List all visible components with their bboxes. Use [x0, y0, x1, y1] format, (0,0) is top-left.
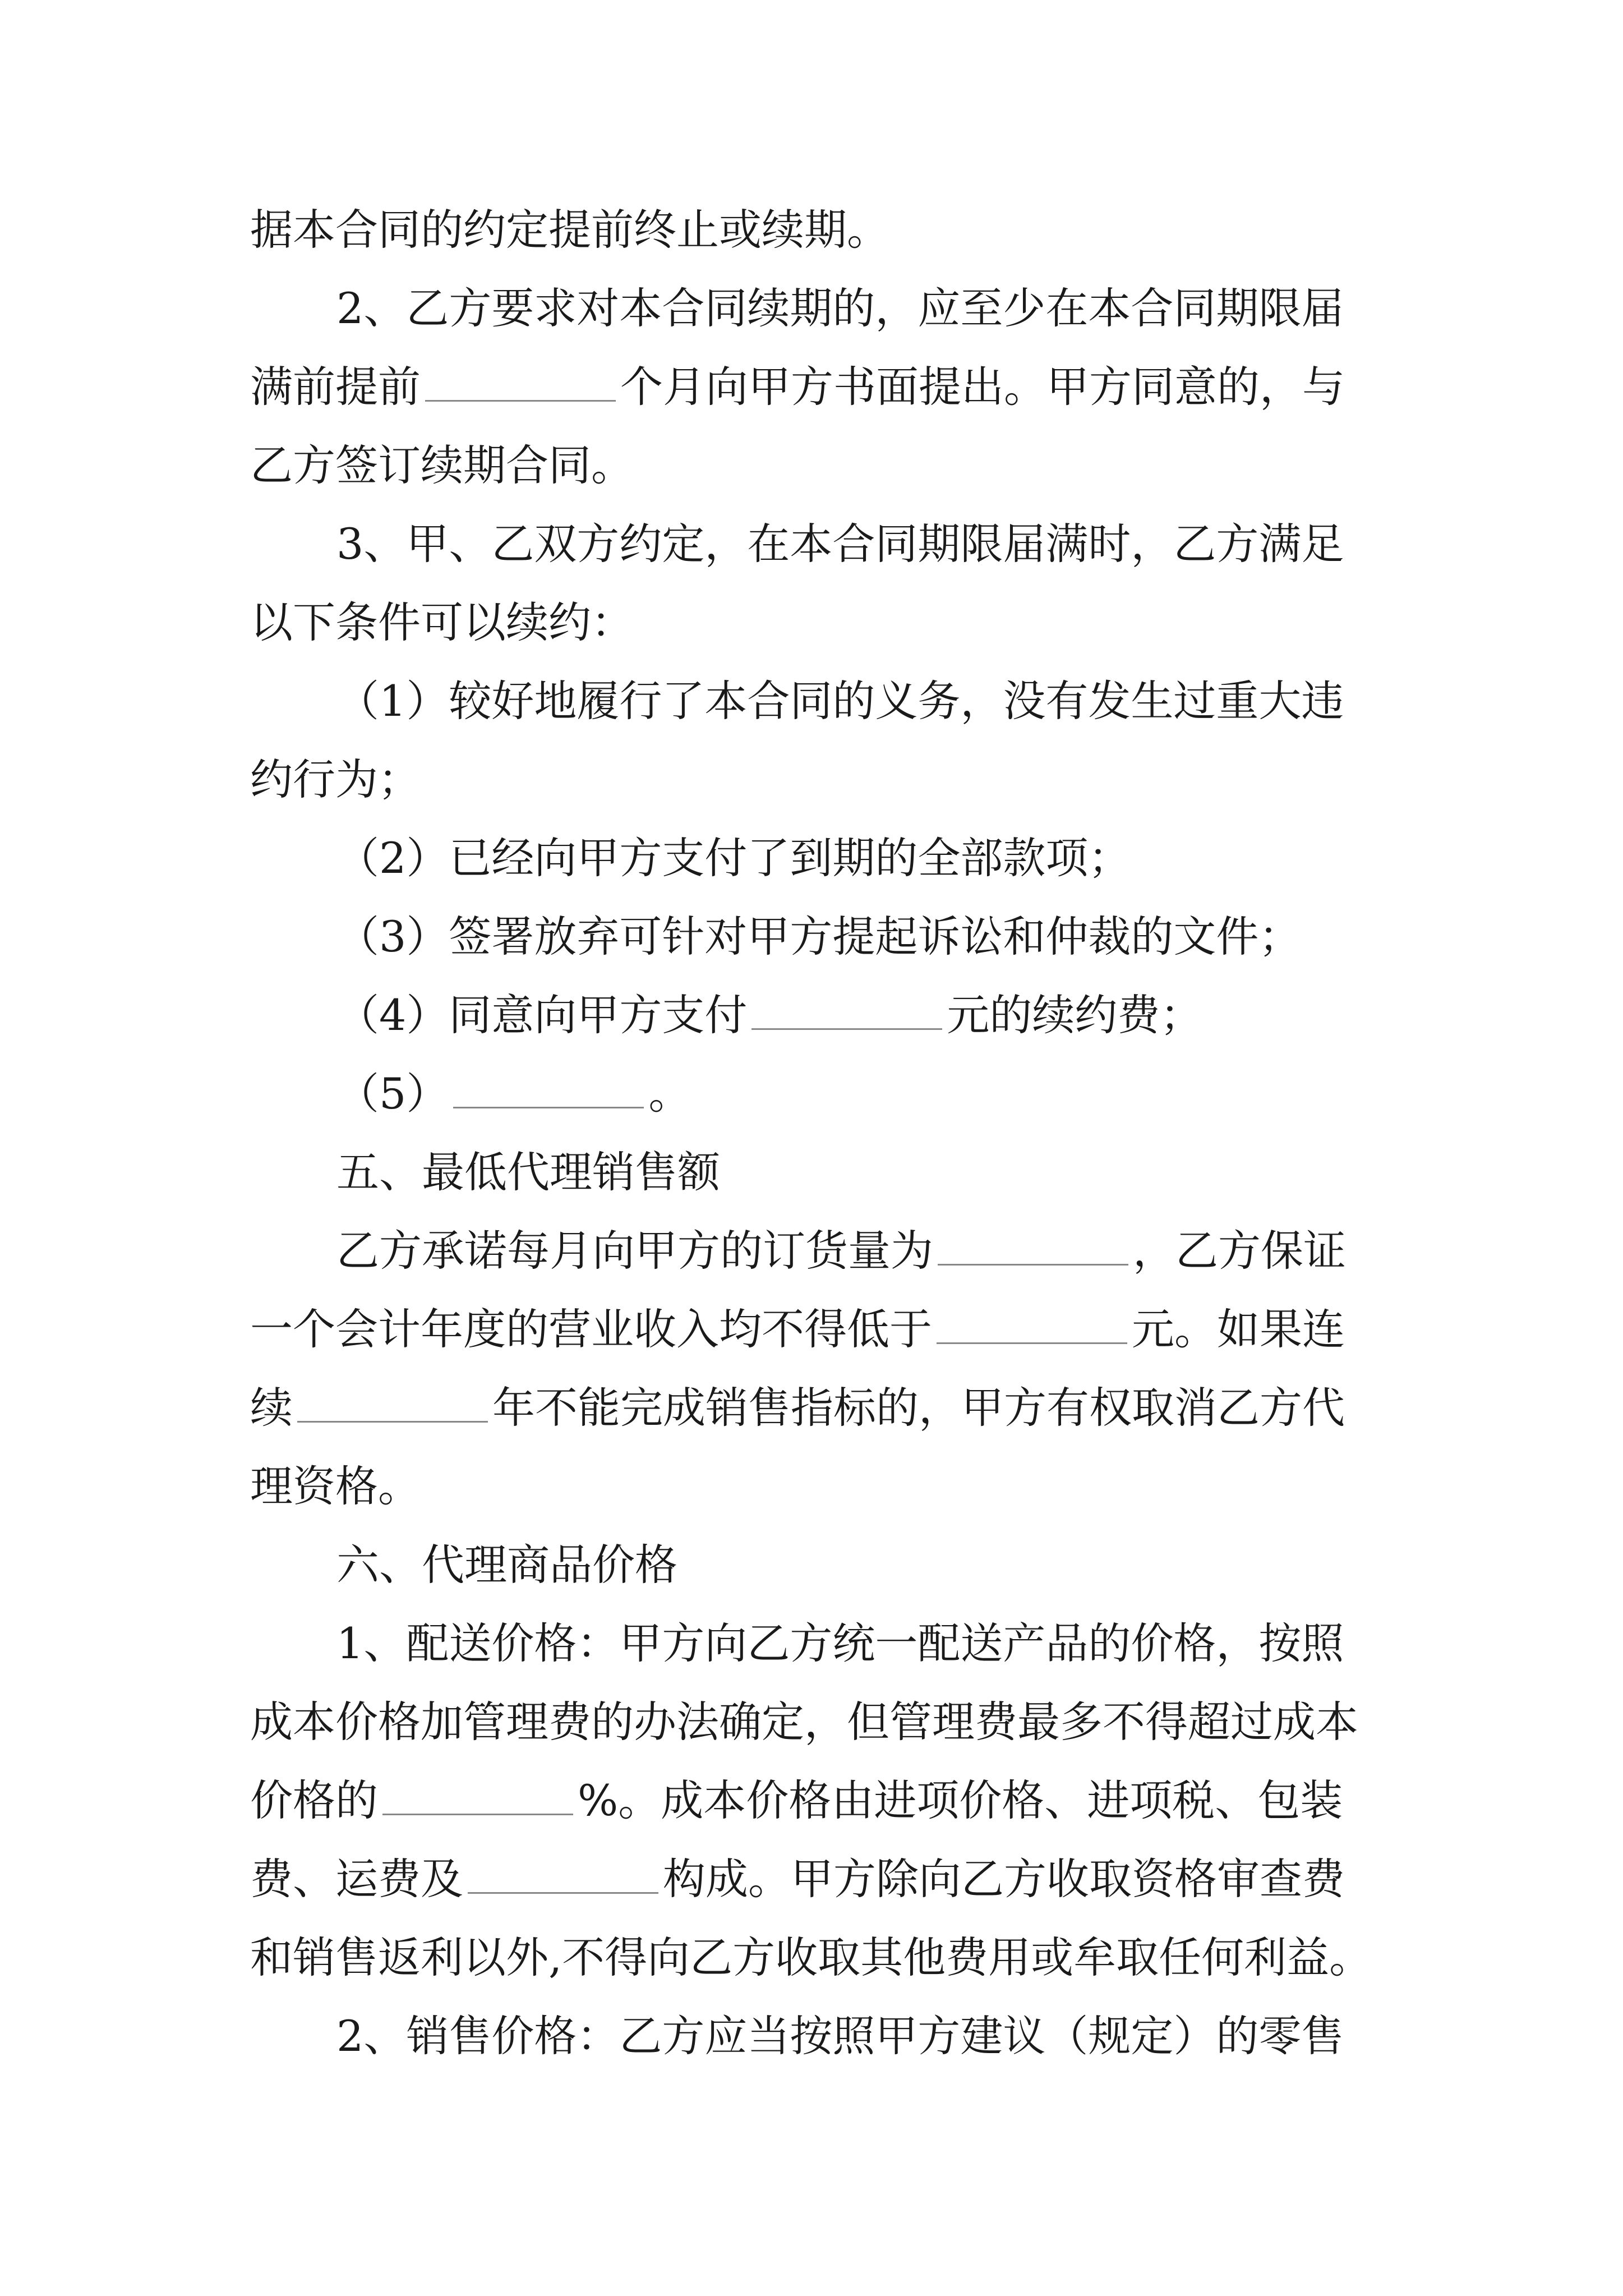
- text-line: [250, 1301, 1345, 1358]
- condition-4: [336, 987, 1202, 1043]
- fill-blank: [382, 1777, 573, 1815]
- clause-2: [336, 280, 1344, 337]
- line-text: 构成。甲方除向乙方收取资格审查费: [663, 1854, 1345, 1904]
- line-text: 成本价格加管理费的办法确定，但管理费最多不得超过成本: [250, 1697, 1358, 1747]
- line-text: 一个会计年度的营业收入均不得低于: [250, 1304, 932, 1354]
- line-text: 费、运费及: [250, 1854, 463, 1904]
- line-text: （5）: [336, 1069, 449, 1119]
- line-text: （1）较好地履行了本合同的义务，没有发生过重大违: [336, 676, 1344, 726]
- clause-3: [336, 516, 1344, 572]
- line-text: 乙方承诺每月向甲方的订货量为: [336, 1226, 933, 1276]
- fill-blank: [453, 1070, 644, 1108]
- line-text: 乙方签订续期合同。: [250, 440, 634, 490]
- line-text: ，乙方保证: [1133, 1226, 1346, 1276]
- fill-blank: [751, 991, 942, 1030]
- text-line: [250, 1380, 1345, 1436]
- text-line: [250, 1930, 1372, 1986]
- line-text: 据本合同的约定提前终止或续期。: [250, 205, 889, 255]
- line-text: 1、配送价格：甲方向乙方统一配送产品的价格，按照: [336, 1618, 1344, 1668]
- clause-1-price: [336, 1616, 1344, 1672]
- section-heading-5: [336, 1144, 720, 1200]
- text-line: [336, 1223, 1346, 1279]
- line-text: 满前提前: [250, 362, 421, 412]
- line-text: 和销售返利以外,不得向乙方收取其他费用或牟取任何利益。: [250, 1932, 1372, 1982]
- line-text: （2）已经向甲方支付了到期的全部款项；: [336, 833, 1131, 883]
- condition-3: [336, 909, 1301, 965]
- line-text: 约行为；: [250, 754, 421, 804]
- fill-blank: [425, 363, 616, 402]
- line-text: 六、代理商品价格: [336, 1540, 677, 1590]
- line-text: 续: [250, 1383, 293, 1433]
- clause-2-price: [336, 2008, 1344, 2064]
- fill-blank: [297, 1384, 488, 1423]
- line-text: 2、乙方要求对本合同续期的，应至少在本合同期限届: [336, 283, 1344, 333]
- line-text: 理资格。: [250, 1461, 421, 1511]
- fill-blank: [468, 1855, 658, 1894]
- line-text: （4）同意向甲方支付: [336, 990, 748, 1040]
- text-line: [250, 438, 634, 494]
- condition-5: [336, 1066, 691, 1122]
- text-line: [250, 752, 421, 808]
- text-line: [250, 1694, 1358, 1750]
- text-line: [250, 1773, 1343, 1829]
- line-text: 年不能完成销售指标的，甲方有权取消乙方代: [492, 1383, 1345, 1433]
- text-line: [250, 1458, 421, 1515]
- line-text: （3）签署放弃可针对甲方提起诉讼和仲裁的文件；: [336, 912, 1302, 961]
- line-text: 。: [648, 1069, 691, 1119]
- line-text: %。成本价格由进项价格、进项税、包装: [578, 1775, 1343, 1825]
- text-line: [250, 595, 634, 651]
- fill-blank: [937, 1305, 1127, 1344]
- text-line: [250, 1851, 1345, 1907]
- line-text: 元的续约费；: [947, 990, 1203, 1040]
- text-line: [250, 202, 889, 258]
- line-text: 以下条件可以续约：: [250, 597, 634, 647]
- line-text: 2、销售价格：乙方应当按照甲方建议（规定）的零售: [336, 2011, 1344, 2061]
- condition-2: [336, 830, 1131, 886]
- text-line: [250, 359, 1345, 415]
- section-heading-6: [336, 1537, 677, 1593]
- line-text: 五、最低代理销售额: [336, 1147, 720, 1197]
- line-text: 3、甲、乙双方约定，在本合同期限届满时，乙方满足: [336, 519, 1344, 569]
- line-text: 个月向甲方书面提出。甲方同意的，与: [620, 362, 1345, 412]
- fill-blank: [938, 1227, 1128, 1266]
- line-text: 元。如果连: [1132, 1304, 1345, 1354]
- condition-1: [336, 673, 1344, 729]
- line-text: 价格的: [250, 1775, 378, 1825]
